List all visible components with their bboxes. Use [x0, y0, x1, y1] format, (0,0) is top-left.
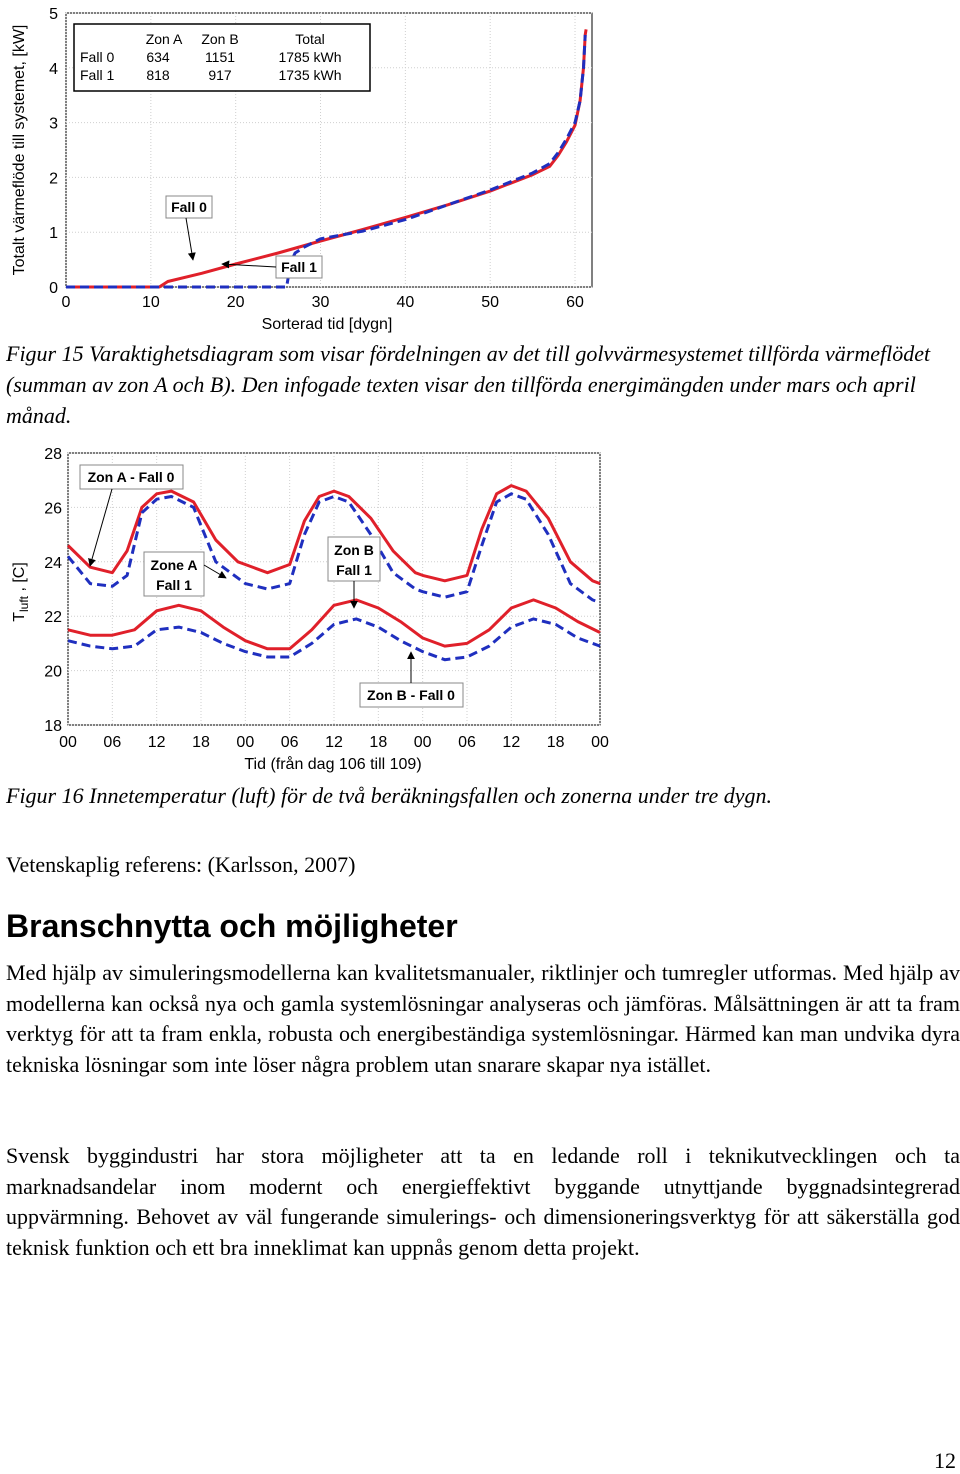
x-tick-label: 00 [59, 734, 77, 751]
inset-cell: 634 [146, 49, 170, 65]
x-tick-label: 00 [236, 734, 255, 751]
x-tick-label: 18 [192, 734, 210, 751]
x-tick-label: 06 [280, 734, 299, 751]
y-tick-label: 0 [49, 280, 58, 297]
x-tick-label: 18 [546, 734, 565, 751]
x-tick-label: 10 [141, 294, 160, 311]
y-tick-label: 3 [49, 115, 58, 133]
x-tick-label: 12 [325, 734, 343, 751]
svg-text:Fall 1: Fall 1 [336, 562, 372, 578]
x-tick-label: 06 [103, 734, 122, 751]
inset-cell: 1785 kWh [278, 49, 342, 65]
x-axis-label: Sorterad tid [dygn] [261, 316, 393, 333]
svg-text:Zon B - Fall 0: Zon B - Fall 0 [367, 687, 455, 703]
y-tick-label: 26 [44, 500, 62, 518]
y-tick-label: 1 [49, 225, 58, 243]
y-tick-label: 4 [49, 60, 58, 78]
svg-text:Zone A: Zone A [150, 557, 198, 573]
duration-chart [0, 0, 960, 340]
x-tick-label: 00 [591, 734, 609, 751]
x-tick-label: 12 [502, 734, 521, 751]
x-tick-label: 60 [566, 294, 584, 311]
y-tick-label: 5 [49, 6, 58, 23]
inset-header-total: Total [295, 31, 325, 47]
x-tick-label: 12 [147, 734, 166, 751]
y-axis-label: Totalt värmeflöde till systemet, [kW] [11, 24, 28, 276]
y-axis-label [11, 562, 31, 622]
x-axis-label: Tid (från dag 106 till 109) [244, 756, 422, 773]
y-tick-label: 28 [44, 446, 62, 463]
svg-text:Fall 0: Fall 0 [171, 199, 207, 215]
x-tick-label: 30 [311, 294, 330, 311]
svg-text:Zon A - Fall 0: Zon A - Fall 0 [87, 469, 175, 485]
y-tick-label: 18 [44, 718, 62, 735]
paragraph: Svensk byggindustri har stora möjligheter att ta en ledande roll i teknikutvecklingen och ta marknadsandelar inom modernt och energieffektivt byggande utnyttjande byggnadsintegrerad uppvärmning. Behovet av väl fungerande simulerings- och dimensioneringsverktyg för att säkerställa god teknisk funktion och ett bra inneklimat kan uppnås genom detta projekt. [6, 1143, 960, 1260]
paragraph: Med hjälp av simuleringsmodellerna kan kvalitetsmanualer, riktlinjer och tumregler utformas. Med hjälp av modellerna kan också nya och gamla systemlösningar analyseras och jämföras. Målsättningen är att ta fram verktyg för att ta fram enkla, robusta och energibeständiga systemlösningar. Härmed kan man undvika dyra tekniska lösningar som inte löser några problem utan snarare skapar nya istället. [6, 960, 960, 1077]
inset-header-zon-b: Zon B [201, 31, 239, 47]
section-heading: Branschnytta och möjligheter [6, 908, 458, 944]
y-tick-label: 2 [49, 170, 58, 188]
x-tick-label: 20 [226, 294, 245, 311]
x-tick-label: 40 [396, 294, 415, 311]
inset-cell: 1735 kWh [278, 67, 342, 83]
y-tick-label: 22 [44, 609, 62, 627]
inset-cell: 818 [146, 67, 170, 83]
energy-inset-table [74, 24, 370, 91]
inset-header-zon-a: Zon A [145, 31, 183, 47]
svg-text:Fall 1: Fall 1 [156, 577, 192, 593]
inset-cell: 1151 [204, 49, 236, 65]
page-number: 12 [934, 1448, 956, 1473]
svg-text:Tluft , [C]: $T_{luft}$ , [C] [11, 562, 31, 622]
x-tick-label: 0 [61, 294, 71, 311]
x-tick-label: 06 [458, 734, 476, 751]
y-tick-label: 20 [44, 663, 62, 681]
temperature-chart [0, 440, 960, 780]
inset-row-label: Fall 1 [80, 67, 115, 83]
x-tick-label: 50 [481, 294, 500, 311]
figure-16-caption: Figur 16 Innetemperatur (luft) för de två beräkningsfallen och zonerna under tre dygn. [6, 783, 773, 808]
x-tick-label: 18 [369, 734, 388, 751]
x-tick-label: 00 [413, 734, 432, 751]
inset-row-label: Fall 0 [80, 49, 115, 65]
inset-cell: 917 [208, 67, 232, 83]
y-tick-label: 24 [44, 554, 62, 572]
scientific-reference: Vetenskaplig referens: (Karlsson, 2007) [6, 852, 356, 877]
svg-text:Zon B: Zon B [334, 542, 374, 558]
figure-15-caption: Figur 15 Varaktighetsdiagram som visar fördelningen av det till golvvärmesystemet tillförda värmeflödet (summan av zon A och B). Den infogade texten visar den tillförda energimängden under mars och april månad. [6, 341, 931, 428]
svg-text:Fall 1: Fall 1 [281, 259, 317, 275]
